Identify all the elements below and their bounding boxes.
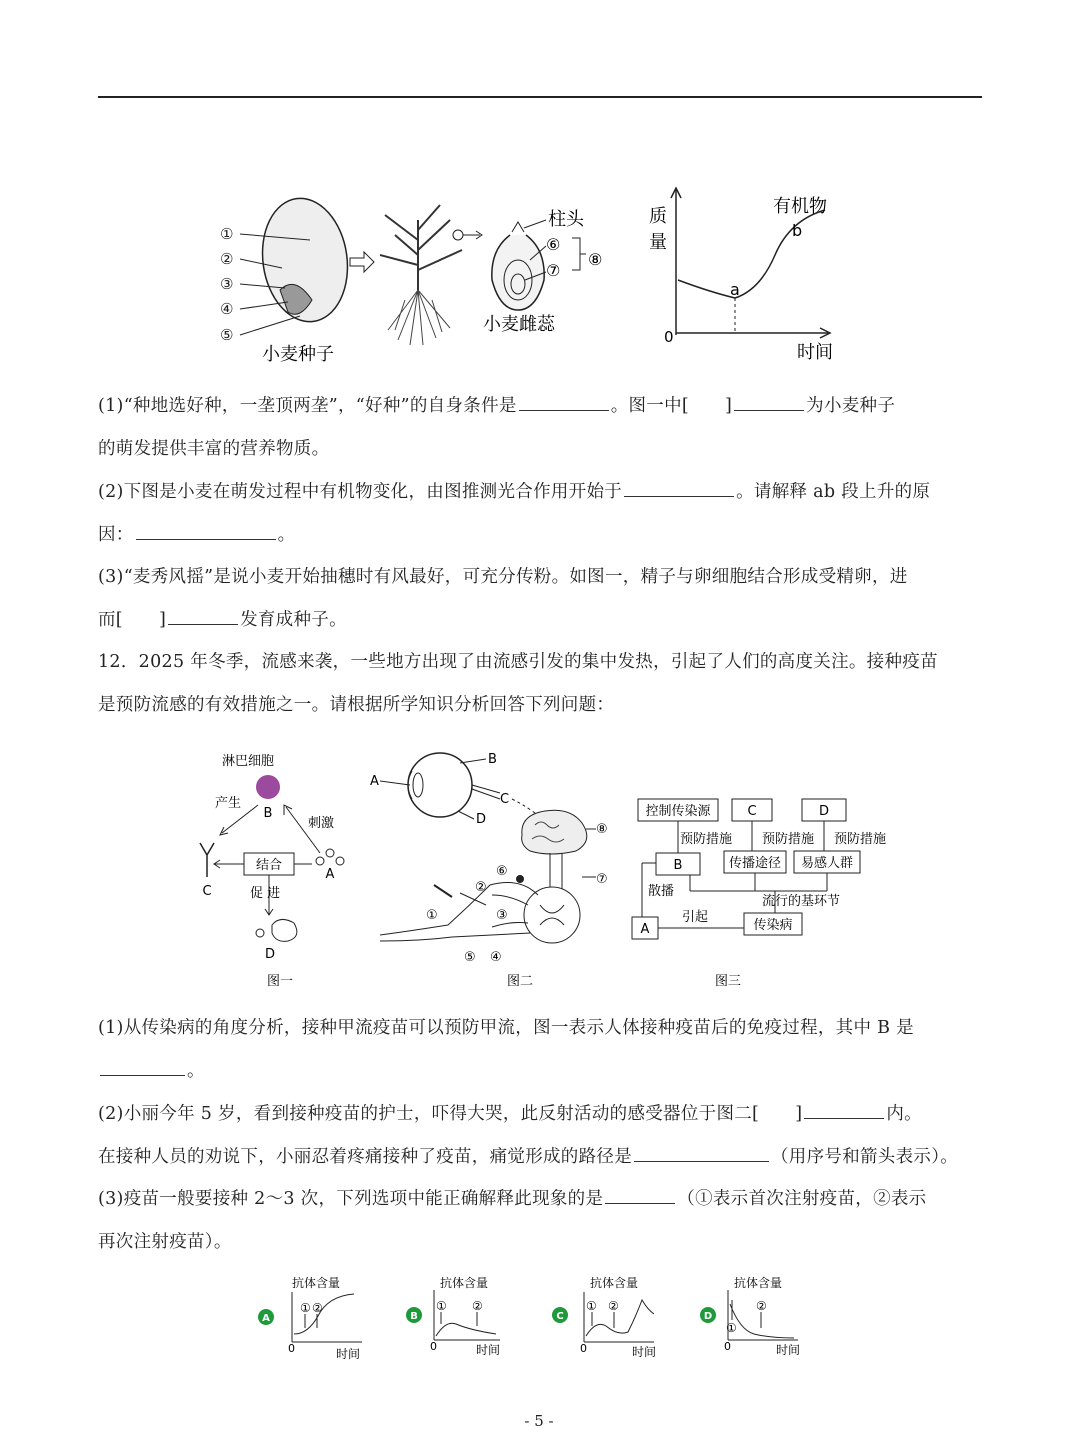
spinal-cord xyxy=(524,887,580,943)
fig3-control-source: 控制传染源 xyxy=(645,804,711,819)
fig2-num-1: ① xyxy=(426,908,438,923)
option-b-letter: B xyxy=(410,1311,418,1322)
answer-blank[interactable] xyxy=(100,1058,185,1077)
answer-blank[interactable] xyxy=(519,393,609,412)
q11-part1: (1)“种地选好种，一垄顶两垄”，“好种”的自身条件是 。图一中[ ] 为小麦种子 的萌发提供丰富的营养物质。 xyxy=(98,385,986,471)
option-d-letter: D xyxy=(703,1311,713,1322)
antibody-shape xyxy=(200,843,214,877)
answer-blank[interactable] xyxy=(734,393,804,412)
seed-label-2: ② xyxy=(220,250,234,268)
fig2-num-3: ③ xyxy=(496,908,508,923)
seed-label-1: ① xyxy=(220,225,234,243)
option-a-ylabel: 抗体含量 xyxy=(292,1276,341,1290)
fig2-num-7: ⑦ xyxy=(596,872,608,887)
stimulate-label: 刺激 xyxy=(308,816,335,831)
graph-origin: 0 xyxy=(664,328,674,346)
fig2-num-6: ⑥ xyxy=(496,864,508,879)
graph-point-b: b xyxy=(792,221,803,240)
fig3-links: 流行的基环节 xyxy=(762,894,841,909)
brain-shape xyxy=(522,810,587,854)
phagocyte-shape xyxy=(272,919,297,941)
bind-label: 结合 xyxy=(255,858,283,873)
q12-intro: 12．2025 年冬季，流感来袭，一些地方出现了由流感引发的集中发热，引起了人们的高度关注。接种疫苗 是预防流感的有效措施之一。请根据所学知识分析回答下列问题： xyxy=(98,652,938,715)
answer-blank[interactable] xyxy=(634,1144,769,1163)
q12-part1: (1)从传染病的角度分析，接种甲流疫苗可以预防甲流，图一表示人体接种疫苗后的免疫过程，其中 B 是 。 xyxy=(98,1018,914,1081)
pistil-ovary xyxy=(492,235,544,310)
fig1-B: B xyxy=(263,806,273,821)
fig3-route: 传播途径 xyxy=(728,856,782,871)
seed-label-3: ③ xyxy=(220,275,234,293)
answer-blank[interactable] xyxy=(136,522,276,541)
wheat-figure xyxy=(200,180,860,370)
graph-series-label: 有机物 xyxy=(773,196,827,217)
option-c-xlabel: 时间 xyxy=(632,1345,657,1359)
fig3-A: A xyxy=(640,922,650,937)
grow-arrow xyxy=(350,252,374,272)
graph-ylabel-1: 质 xyxy=(649,206,667,227)
option-c-ylabel: 抗体含量 xyxy=(590,1276,639,1290)
option-a-one: ① xyxy=(300,1301,311,1315)
option-a-two: ② xyxy=(312,1301,323,1315)
option-b-two: ② xyxy=(472,1299,483,1313)
answer-blank[interactable] xyxy=(804,1101,884,1120)
fig3-spread: 散播 xyxy=(648,884,675,899)
fig2-caption: 图二 xyxy=(506,974,534,989)
fig2-D: D xyxy=(476,812,487,827)
fig3-C: C xyxy=(747,804,757,819)
fig3-caption: 图三 xyxy=(714,974,742,989)
option-b-xlabel: 时间 xyxy=(476,1343,501,1357)
option-a-xlabel: 时间 xyxy=(336,1347,361,1361)
graph-xlabel: 时间 xyxy=(797,342,833,363)
fig3-susceptible: 易感人群 xyxy=(800,856,854,871)
option-a[interactable] xyxy=(258,1275,362,1361)
pistil-stigma-label: 柱头 xyxy=(548,209,584,230)
seed-label-4: ④ xyxy=(220,300,234,318)
produce-label: 产生 xyxy=(215,796,242,811)
option-b-ylabel: 抗体含量 xyxy=(440,1276,489,1290)
option-a-zero: 0 xyxy=(288,1342,295,1355)
q12-part3: (3)疫苗一般要接种 2～3 次，下列选项中能正确解释此现象的是 （①表示首次注射疫苗，②表示 再次注射疫苗）。 xyxy=(98,1178,986,1264)
option-b-zero: 0 xyxy=(430,1340,437,1353)
option-b[interactable] xyxy=(406,1275,500,1357)
wheat-seedling xyxy=(380,205,462,290)
fig3-B: B xyxy=(673,858,683,873)
answer-blank[interactable] xyxy=(605,1186,675,1205)
fig2-num-2: ② xyxy=(475,880,487,895)
fig2-num-5: ⑤ xyxy=(464,950,476,965)
option-a-letter: A xyxy=(262,1313,270,1324)
lymphocyte-cell xyxy=(256,775,280,799)
fig2-B: B xyxy=(488,752,497,767)
fig2-num-4: ④ xyxy=(490,950,502,965)
option-d-two: ② xyxy=(756,1299,767,1313)
fig3-prevent-3: 预防措施 xyxy=(834,832,887,847)
q12-figures xyxy=(190,745,910,995)
answer-blank[interactable] xyxy=(168,607,238,626)
graph-point-a: a xyxy=(730,280,740,299)
arm-shape xyxy=(380,883,538,941)
fig1-A: A xyxy=(325,867,335,882)
organic-matter-curve xyxy=(678,210,825,298)
fig1-caption: 图一 xyxy=(266,974,294,989)
option-c[interactable] xyxy=(552,1275,656,1359)
option-c-two: ② xyxy=(608,1299,619,1313)
seed-label-5: ⑤ xyxy=(220,326,234,344)
answer-blank[interactable] xyxy=(624,479,734,498)
option-charts xyxy=(250,1270,810,1365)
fig1-C: C xyxy=(202,884,212,899)
q11-part2: (2)下图是小麦在萌发过程中有机物变化，由图推测光合作用开始于 。请解释 ab 段上升的原 因： 。 xyxy=(98,471,986,557)
fig3-D: D xyxy=(818,804,830,819)
pistil-caption: 小麦雌蕊 xyxy=(483,314,555,335)
fig3-disease: 传染病 xyxy=(753,918,793,933)
graph-ylabel-2: 量 xyxy=(649,232,667,253)
seed-caption: 小麦种子 xyxy=(262,344,334,365)
option-d[interactable] xyxy=(700,1275,800,1357)
fig2-A: A xyxy=(370,774,379,789)
fig2-C: C xyxy=(500,792,510,807)
q12-part2: (2)小丽今年 5 岁，看到接种疫苗的护士，吓得大哭，此反射活动的感受器位于图二[ ] 内。 在接种人员的劝说下，小丽忍着疼痛接种了疫苗，痛觉形成的路径是 （用序号和箭头表示）。 xyxy=(98,1093,986,1179)
wheat-roots xyxy=(388,290,450,345)
header-rule xyxy=(98,96,982,98)
option-d-xlabel: 时间 xyxy=(776,1343,801,1357)
promote-label: 促 进 xyxy=(250,886,281,901)
pistil-label-7: ⑦ xyxy=(546,261,561,280)
pistil-label-8: ⑧ xyxy=(588,250,603,269)
option-d-ylabel: 抗体含量 xyxy=(734,1276,783,1290)
fig3-cause: 引起 xyxy=(682,910,709,925)
q11-part3: (3)“麦秀风摇”是说小麦开始抽穗时有风最好，可充分传粉。如图一，精子与卵细胞结合形成受精卵，进 而[ ] 发育成种子。 xyxy=(98,567,908,630)
option-d-one: ① xyxy=(726,1321,737,1335)
pistil-label-6: ⑥ xyxy=(546,235,561,254)
option-b-one: ① xyxy=(436,1299,447,1313)
option-d-zero: 0 xyxy=(724,1340,731,1353)
lymphocyte-label: 淋巴细胞 xyxy=(222,754,275,769)
option-c-letter: C xyxy=(556,1311,564,1322)
page-number: - 5 - xyxy=(524,1412,554,1430)
option-c-one: ① xyxy=(586,1299,597,1313)
fig2-num-8: ⑧ xyxy=(596,822,608,837)
fig3-prevent-1: 预防措施 xyxy=(680,832,733,847)
fig3-prevent-2: 预防措施 xyxy=(762,832,815,847)
option-c-zero: 0 xyxy=(580,1342,587,1355)
fig1-D: D xyxy=(264,947,276,962)
